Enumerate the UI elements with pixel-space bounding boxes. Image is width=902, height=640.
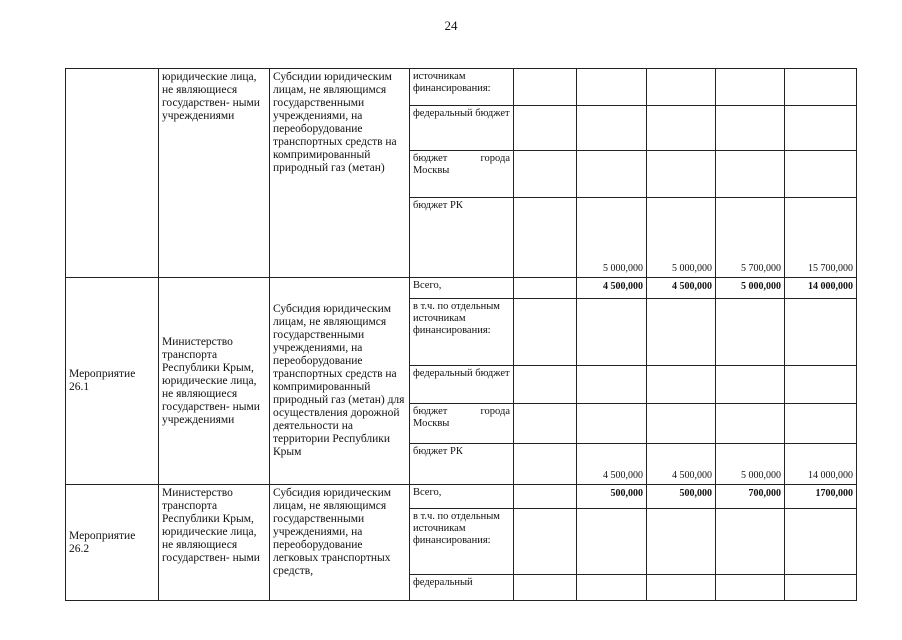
description-cell: Субсидия юридическим лицам, не являющимся государственными учреждениями, на переоборудование легковых транспортных средств,	[270, 485, 410, 601]
source-label: федеральный	[410, 575, 514, 601]
value-cell	[514, 575, 577, 601]
value-cell	[577, 106, 647, 151]
event-cell: Мероприятие 26.1	[66, 278, 159, 485]
value-cell: 5 000,000	[577, 198, 647, 278]
value-cell: 5 000,000	[716, 278, 785, 299]
value-cell	[647, 69, 716, 106]
table-row	[66, 485, 857, 509]
value-cell	[577, 299, 647, 366]
source-label-c: Москвы	[413, 418, 450, 429]
source-label	[410, 151, 514, 198]
value-cell	[647, 106, 716, 151]
value-cell	[514, 366, 577, 404]
source-label-c: Москвы	[413, 165, 450, 176]
value-cell: 4 500,000	[577, 444, 647, 485]
source-label-b: города	[480, 153, 510, 164]
source-label: в т.ч. по отдельным источникам финансирования:	[410, 299, 514, 366]
value-cell	[577, 404, 647, 444]
value-cell: 500,000	[577, 485, 647, 509]
budget-table	[65, 68, 857, 601]
value-cell	[716, 404, 785, 444]
value-cell	[577, 69, 647, 106]
value-cell	[514, 106, 577, 151]
value-cell	[785, 366, 857, 404]
value-cell	[647, 151, 716, 198]
value-cell: 5 000,000	[647, 198, 716, 278]
value-cell	[785, 509, 857, 575]
value-cell	[716, 106, 785, 151]
value-cell	[716, 151, 785, 198]
value-cell: 500,000	[647, 485, 716, 509]
source-label-a: бюджет	[413, 153, 448, 164]
value-cell	[577, 151, 647, 198]
page-number: 24	[444, 18, 458, 33]
value-cell: 14 000,000	[785, 444, 857, 485]
value-cell: 700,000	[716, 485, 785, 509]
source-label: источникам финансирования:	[410, 69, 514, 106]
value-cell	[647, 575, 716, 601]
value-cell	[514, 444, 577, 485]
value-cell: 4 500,000	[647, 278, 716, 299]
executor-cell: Министерство транспорта Республики Крым, юридические лица, не являющиеся государствен- ными	[159, 485, 270, 601]
value-cell: 4 500,000	[577, 278, 647, 299]
source-label: Всего,	[410, 485, 514, 509]
value-cell	[785, 575, 857, 601]
value-cell	[716, 509, 785, 575]
value-cell: 5 000,000	[716, 444, 785, 485]
value-cell	[514, 69, 577, 106]
value-cell	[785, 151, 857, 198]
value-cell	[785, 299, 857, 366]
value-cell: 1700,000	[785, 485, 857, 509]
value-cell	[647, 404, 716, 444]
source-label-b: города	[480, 406, 510, 417]
source-label: в т.ч. по отдельным источникам финансирования:	[410, 509, 514, 575]
value-cell	[716, 299, 785, 366]
source-label: федеральный бюджет	[410, 366, 514, 404]
description-cell: Субсидии юридическим лицам, не являющимся государственными учреждениями, на переоборудование транспортных средств на компримированный природный газ (метан)	[270, 69, 410, 278]
source-label: федеральный бюджет	[410, 106, 514, 151]
value-cell	[577, 509, 647, 575]
event-cell: Мероприятие 26.2	[66, 485, 159, 601]
event-cell	[66, 69, 159, 278]
value-cell	[716, 69, 785, 106]
source-label: Всего,	[410, 278, 514, 299]
value-cell	[514, 509, 577, 575]
executor-cell: юридические лица, не являющиеся государствен- ными учреждениями	[159, 69, 270, 278]
value-cell	[647, 299, 716, 366]
value-cell	[647, 366, 716, 404]
value-cell	[514, 404, 577, 444]
value-cell	[577, 575, 647, 601]
value-cell	[647, 509, 716, 575]
source-label: бюджет РК	[410, 198, 514, 278]
source-label-a: бюджет	[413, 406, 448, 417]
value-cell	[514, 151, 577, 198]
value-cell	[514, 278, 577, 299]
table-row	[66, 69, 857, 106]
value-cell	[514, 299, 577, 366]
value-cell	[514, 485, 577, 509]
value-cell	[716, 366, 785, 404]
value-cell	[785, 69, 857, 106]
executor-cell: Министерство транспорта Республики Крым, юридические лица, не являющиеся государствен- ными учреждениями	[159, 278, 270, 485]
value-cell: 5 700,000	[716, 198, 785, 278]
value-cell: 14 000,000	[785, 278, 857, 299]
description-cell: Субсидия юридическим лицам, не являющимся государственными учреждениями, на переоборудование транспортных средств на компримированный природный газ (метан) для осуществления дорожной деятельности на территории Республики Крым	[270, 278, 410, 485]
value-cell: 15 700,000	[785, 198, 857, 278]
source-label: бюджет РК	[410, 444, 514, 485]
value-cell	[514, 198, 577, 278]
value-cell	[577, 366, 647, 404]
source-label	[410, 404, 514, 444]
table-row	[66, 278, 857, 299]
value-cell	[785, 404, 857, 444]
value-cell	[716, 575, 785, 601]
value-cell: 4 500,000	[647, 444, 716, 485]
value-cell	[785, 106, 857, 151]
